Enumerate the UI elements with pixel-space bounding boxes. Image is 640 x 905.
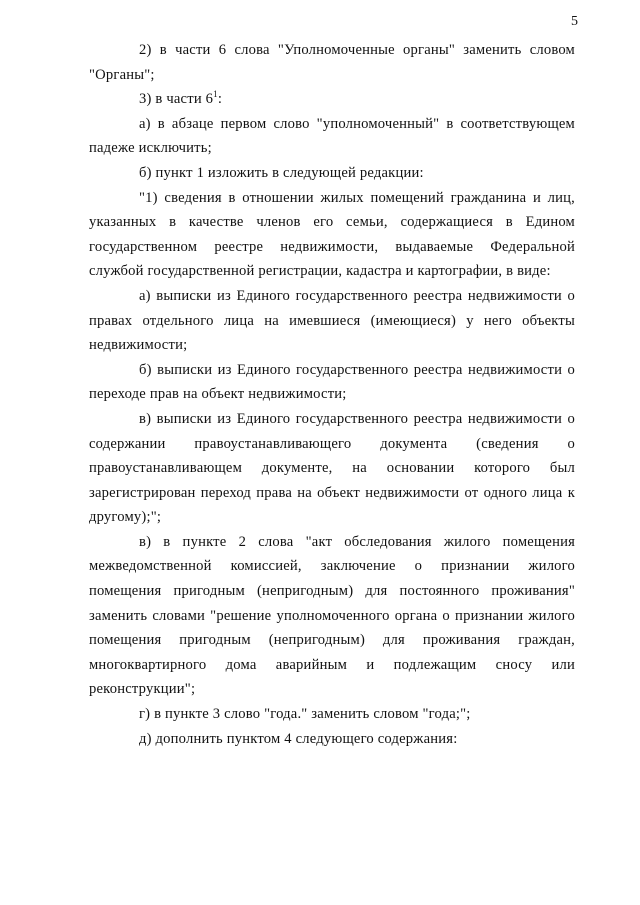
paragraph-3-colon: : [217,91,223,108]
paragraph-3 [89,87,575,112]
paragraph-3b: б) пункт 1 изложить в следующей редакции: [139,164,424,181]
paragraph-3d: д) дополнить пунктом 4 следующего содержания: [139,730,458,747]
page-number: 5 [571,14,578,29]
paragraph-3g: г) в пункте 3 слово "года." заменить словом "года;"; [139,706,471,723]
quoted-subitem-b: б) выписки из Единого государственного реестра недвижимости о переходе прав на объект недвижимости; [89,361,575,403]
paragraph-3v: в) в пункте 2 слова "акт обследования жилого помещения межведомственной комиссией, заключение о признании жилого помещения пригодным (непригодным) для постоянного проживания" заменить словами "решение уполномоченного органа о признании жилого помещения пригодным (непригодным) для проживания граждан, многоквартирного дома аварийным и подлежащим сносу или реконструкции"; [89,533,575,698]
paragraph-3-text: 3) в части 6 [139,91,214,108]
paragraph-2: 2) в части 6 слова "Уполномоченные органы" заменить словом "Органы"; [89,42,575,83]
quoted-subitem-a: а) выписки из Единого государственного реестра недвижимости о правах отдельного лица на имевшиеся (имеющиеся) у него объекты недвижимости; [89,287,575,354]
quoted-item-1: "1) сведения в отношении жилых помещений гражданина и лиц, указанных в качестве членов его семьи, содержащиеся в Едином государственном реестре недвижимости, выдаваемые Федеральной службой государственной регистрации, кадастра и картографии, в виде: [89,189,575,280]
paragraph-3a: а) в абзаце первом слово "уполномоченный" в соответствующем падеже исключить; [89,115,575,157]
document-body [89,38,575,751]
superscript-marker: 1 [213,89,218,100]
quoted-subitem-v: в) выписки из Единого государственного реестра недвижимости о содержании правоустанавливающего документа (сведения о правоустанавливающем документе, на основании которого был зарегистрирован переход права на объект недвижимости от одного лица к другому);"; [89,410,575,526]
